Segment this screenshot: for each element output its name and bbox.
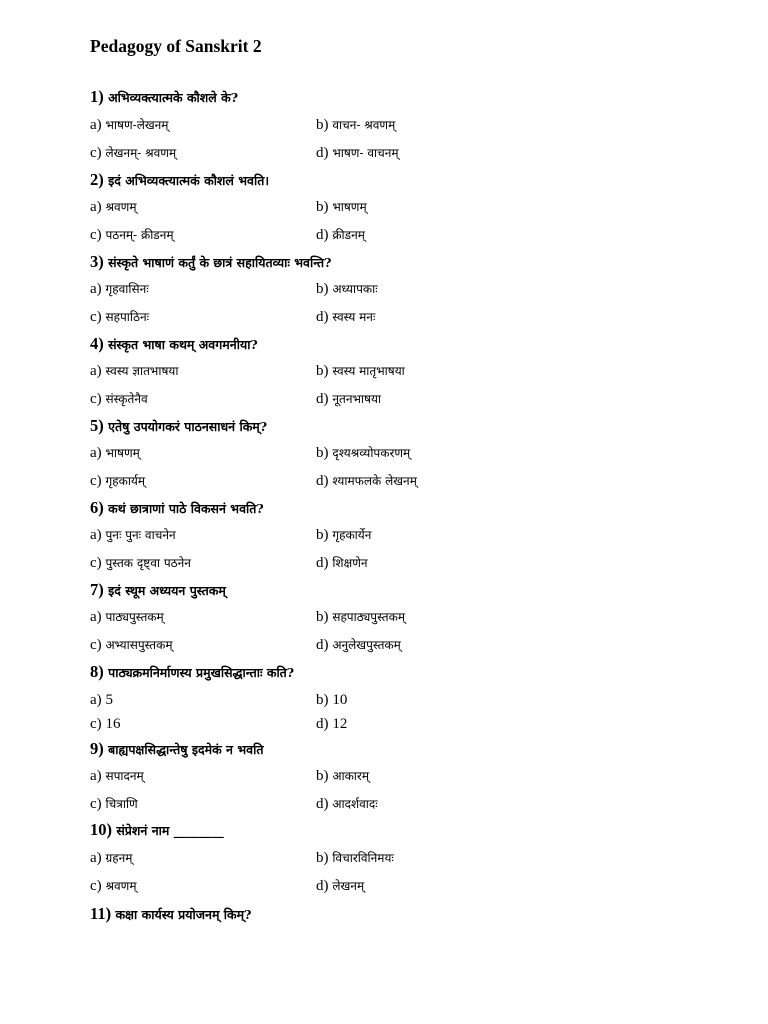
option-letter: a): [90, 445, 102, 461]
answer-option: [316, 471, 417, 491]
option-text: पुनः पुनः वाचनेन: [105, 528, 176, 542]
option-text: आकारम्: [332, 769, 370, 783]
question-number: 1): [90, 87, 104, 106]
answer-option: [90, 389, 148, 409]
answer-option: [90, 766, 144, 786]
option-letter: a): [90, 363, 102, 379]
option-letter: b): [316, 527, 329, 543]
option-text: श्रवणम्: [105, 200, 137, 214]
option-letter: a): [90, 609, 102, 625]
answer-option: [90, 635, 173, 655]
answer-option: [316, 443, 410, 463]
question-heading: [90, 416, 267, 437]
option-text: गृहकार्येन: [332, 528, 372, 542]
option-letter: b): [316, 692, 329, 708]
option-text: अध्यापकाः: [332, 282, 378, 296]
option-text: शिक्षणेन: [332, 556, 368, 570]
option-text: नूतनभाषया: [332, 392, 382, 406]
question-number: 2): [90, 170, 104, 189]
option-letter: c): [90, 555, 102, 571]
option-letter: d): [316, 796, 329, 812]
question-heading: [90, 334, 258, 355]
answer-option: [90, 279, 149, 299]
question-number: 8): [90, 662, 104, 681]
answer-option: [90, 714, 120, 734]
option-letter: c): [90, 145, 102, 161]
option-text: पठनम्- क्रीडनम्: [105, 228, 174, 242]
answer-option: [316, 690, 347, 710]
option-letter: d): [316, 391, 329, 407]
option-text: आदर्शवादः: [332, 797, 378, 811]
question-text: संस्कृते भाषाणं कर्तुं के छात्रं सहायितव्याः भवन्ति?: [108, 255, 332, 270]
option-text: पाठ्यपुस्तकम्: [105, 610, 164, 624]
answer-option: [316, 635, 401, 655]
option-text: ग्रहनम्: [105, 851, 133, 865]
option-text: लेखनम्- श्रवणम्: [105, 146, 177, 160]
question-number: 5): [90, 416, 104, 435]
answer-option: [316, 714, 347, 734]
answer-option: [90, 197, 137, 217]
option-letter: b): [316, 199, 329, 215]
answer-option: [316, 361, 405, 381]
question-heading: [90, 662, 294, 683]
option-text: अनुलेखपुस्तकम्: [332, 638, 401, 652]
option-letter: a): [90, 768, 102, 784]
option-text: स्वस्य मनः: [332, 310, 376, 324]
question-number: 6): [90, 498, 104, 517]
question-text: पाठ्यक्रमनिर्माणस्य प्रमुखसिद्धान्ताः कति?: [108, 665, 295, 680]
answer-option: [90, 307, 149, 327]
option-text: चित्राणि: [105, 797, 138, 811]
option-letter: a): [90, 527, 102, 543]
question-text: संस्कृत भाषा कथम् अवगमनीया?: [108, 337, 258, 352]
option-text: गृहवासिनः: [105, 282, 149, 296]
answer-option: [90, 876, 137, 896]
answer-option: [90, 848, 132, 868]
option-letter: a): [90, 281, 102, 297]
option-text: श्यामफलके लेखनम्: [332, 474, 417, 488]
question-heading: [90, 252, 332, 273]
option-letter: d): [316, 145, 329, 161]
question-number: 10): [90, 820, 112, 839]
option-text: सहपाठ्यपुस्तकम्: [332, 610, 406, 624]
option-letter: b): [316, 117, 329, 133]
answer-option: [316, 607, 405, 627]
option-text: भाषणम्: [105, 446, 140, 460]
option-text: पुस्तक दृष्ट्वा पठनेन: [105, 556, 191, 570]
option-text: दृश्यश्रव्योपकरणम्: [332, 446, 411, 460]
option-text: 10: [332, 692, 348, 708]
option-text: अभ्यासपुस्तकम्: [105, 638, 173, 652]
answer-option: [316, 876, 364, 896]
option-letter: c): [90, 716, 102, 732]
question-heading: [90, 820, 224, 841]
answer-option: [316, 197, 367, 217]
answer-option: [316, 279, 378, 299]
option-text: लेखनम्: [332, 879, 365, 893]
option-letter: c): [90, 637, 102, 653]
option-letter: c): [90, 391, 102, 407]
answer-option: [316, 794, 378, 814]
option-letter: d): [316, 309, 329, 325]
question-text: इदं स्थूम अध्ययन पुस्तकम्: [108, 583, 226, 598]
answer-option: [90, 143, 176, 163]
question-heading: [90, 170, 269, 191]
question-text: कथं छात्राणां पाठे विकसनं भवति?: [108, 501, 264, 516]
option-letter: d): [316, 716, 329, 732]
answer-option: [316, 389, 381, 409]
question-heading: [90, 498, 264, 519]
question-heading: [90, 87, 238, 108]
option-letter: c): [90, 309, 102, 325]
option-letter: a): [90, 692, 102, 708]
answer-option: [90, 690, 113, 710]
answer-option: [90, 794, 138, 814]
option-letter: b): [316, 768, 329, 784]
answer-option: [90, 361, 178, 381]
option-letter: c): [90, 796, 102, 812]
question-heading: [90, 580, 226, 601]
option-letter: d): [316, 637, 329, 653]
question-number: 9): [90, 739, 104, 758]
question-number: 3): [90, 252, 104, 271]
question-text: बाह्यपक्षसिद्धान्तेषु इदमेकं न भवति: [108, 742, 264, 757]
answer-option: [316, 143, 399, 163]
answer-option: [90, 525, 176, 545]
answer-option: [316, 525, 371, 545]
option-letter: c): [90, 878, 102, 894]
option-letter: d): [316, 473, 329, 489]
answer-option: [90, 471, 145, 491]
option-text: भाषण-लेखनम्: [105, 118, 169, 132]
option-text: श्रवणम्: [105, 879, 137, 893]
answer-option: [316, 115, 395, 135]
option-text: वाचन- श्रवणम्: [332, 118, 396, 132]
question-heading: [90, 739, 263, 760]
question-number: 7): [90, 580, 104, 599]
option-letter: b): [316, 445, 329, 461]
option-letter: c): [90, 473, 102, 489]
answer-option: [90, 115, 168, 135]
answer-option: [90, 607, 164, 627]
question-text: संप्रेशनं नाम ________: [116, 823, 224, 838]
option-text: स्वस्य मातृभाषया: [332, 364, 405, 378]
answer-option: [316, 848, 394, 868]
question-text: एतेषु उपयोगकरं पाठनसाधनं किम्?: [108, 419, 268, 434]
option-letter: d): [316, 227, 329, 243]
question-text: इदं अभिव्यक्त्यात्मकं कौशलं भवति।: [108, 173, 270, 188]
answer-option: [90, 443, 140, 463]
option-text: 12: [332, 716, 348, 732]
option-text: क्रीडनम्: [332, 228, 365, 242]
document-title: Pedagogy of Sanskrit 2: [90, 36, 262, 56]
option-letter: b): [316, 281, 329, 297]
option-text: सहपाठिनः: [105, 310, 150, 324]
option-letter: d): [316, 878, 329, 894]
question-heading: [90, 904, 251, 925]
question-number: 11): [90, 904, 112, 923]
answer-option: [90, 553, 191, 573]
answer-option: [90, 225, 174, 245]
option-letter: c): [90, 227, 102, 243]
answer-option: [316, 553, 368, 573]
option-text: विचारविनिमयः: [332, 851, 394, 865]
answer-option: [316, 225, 365, 245]
option-letter: b): [316, 363, 329, 379]
option-letter: a): [90, 117, 102, 133]
option-letter: a): [90, 850, 102, 866]
question-number: 4): [90, 334, 104, 353]
answer-option: [316, 307, 375, 327]
option-letter: a): [90, 199, 102, 215]
option-letter: b): [316, 850, 329, 866]
answer-option: [316, 766, 369, 786]
option-letter: d): [316, 555, 329, 571]
option-text: भाषणम्: [332, 200, 367, 214]
option-text: गृहकार्यम्: [105, 474, 146, 488]
option-text: 5: [105, 692, 113, 708]
option-text: भाषण- वाचनम्: [332, 146, 399, 160]
option-letter: b): [316, 609, 329, 625]
option-text: 16: [105, 716, 121, 732]
option-text: सपादनम्: [105, 769, 144, 783]
question-text: कक्षा कार्यस्य प्रयोजनम् किम्?: [115, 907, 252, 922]
question-text: अभिव्यक्त्यात्मके कौशले के?: [108, 90, 239, 105]
option-text: स्वस्य ज्ञातभाषया: [105, 364, 179, 378]
option-text: संस्कृतेनैव: [105, 392, 148, 406]
